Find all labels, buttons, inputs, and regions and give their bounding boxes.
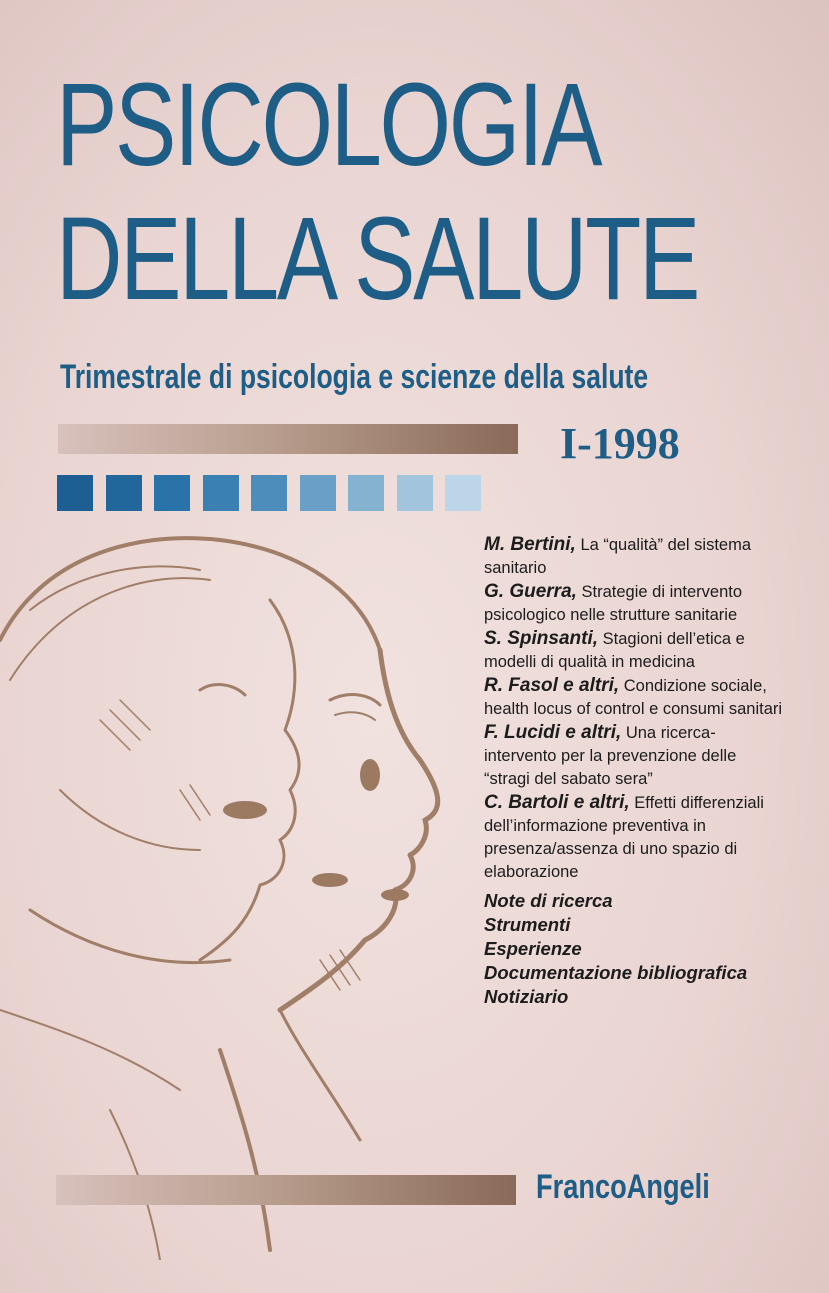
section-heading: Note di ricerca: [484, 890, 613, 911]
article-author: R. Fasol e altri,: [484, 675, 620, 696]
article-title: La “qualità” del sistema sanitario: [484, 536, 752, 577]
contents-entry: [484, 674, 784, 721]
article-title: Stagioni dell’etica e modelli di qualità in medicina: [484, 630, 745, 671]
article-author: S. Spinsanti,: [484, 628, 599, 649]
article-title: Condizione sociale, health locus of control e consumi sanitari: [484, 677, 783, 718]
contents-entry: [484, 721, 784, 791]
article-author: G. Guerra,: [484, 581, 577, 602]
section-heading: Esperienze: [484, 938, 582, 959]
decorative-bar-bottom: [56, 1175, 516, 1205]
contents-entry: [484, 791, 784, 884]
journal-title-line-1: PSICOLOGIA: [56, 59, 601, 191]
article-author: F. Lucidi e altri,: [484, 722, 622, 743]
decorative-bar-top: [58, 424, 518, 454]
contents-entry: [484, 627, 784, 674]
article-title: Una ricerca-intervento per la prevenzione delle “stragi del sabato sera”: [484, 724, 737, 788]
issue-number: I-1998: [560, 419, 680, 468]
section-heading: Strumenti: [484, 914, 571, 935]
journal-subtitle: Trimestrale di psicologia e scienze della salute: [60, 358, 649, 396]
journal-title-line-2: DELLA SALUTE: [56, 193, 699, 325]
publisher-logo: FrancoAngeli: [536, 1168, 710, 1206]
section-list: [484, 889, 784, 1009]
profile-sketch-illustration: [0, 490, 480, 1260]
section-heading: Documentazione bibliografica: [484, 962, 748, 983]
contents-entry: [484, 533, 784, 580]
article-author: C. Bartoli e altri,: [484, 792, 630, 813]
article-author: M. Bertini,: [484, 534, 576, 555]
table-of-contents: [484, 533, 784, 1009]
contents-entry: [484, 580, 784, 627]
article-title: Effetti differenziali dell’informazione preventiva in presenza/assenza di uno spazio di elaborazione: [484, 794, 764, 881]
section-heading: Notiziario: [484, 986, 569, 1007]
article-title: Strategie di intervento psicologico nelle strutture sanitarie: [484, 583, 743, 624]
